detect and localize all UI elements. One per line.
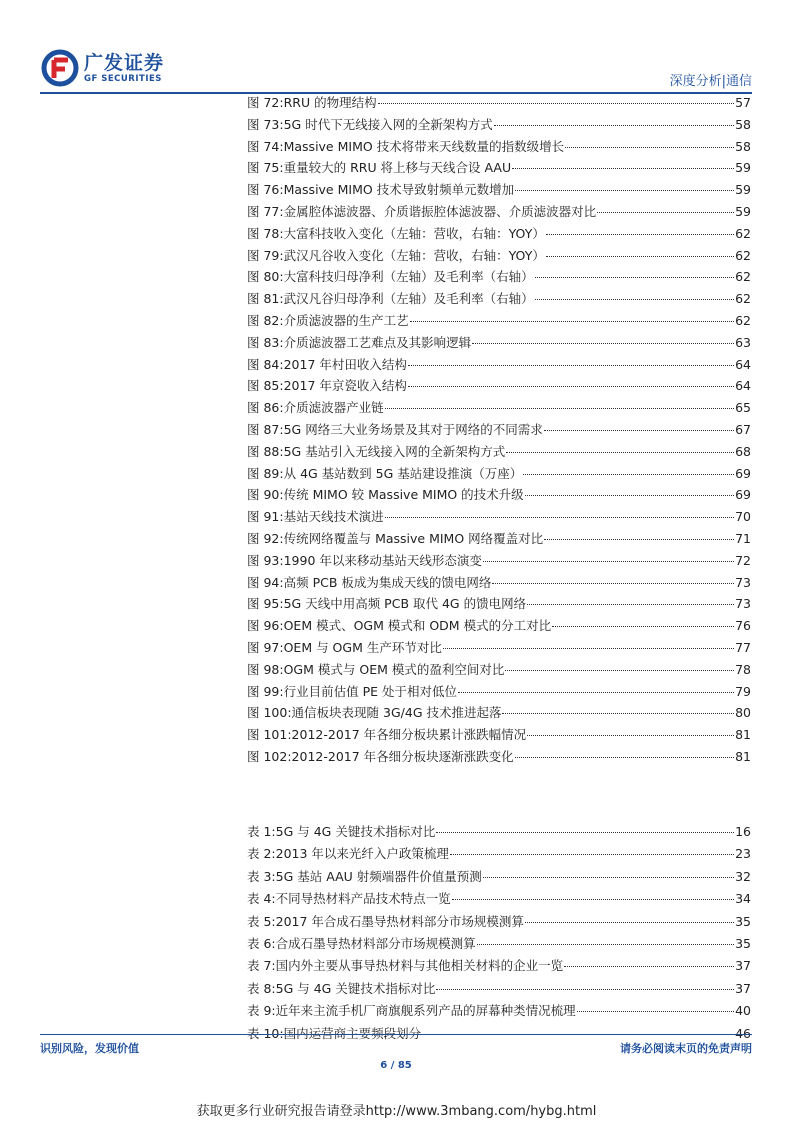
- figure-page-number: 62: [735, 291, 751, 307]
- dot-leader: [515, 757, 734, 758]
- figure-label: 图 96:: [247, 618, 284, 634]
- figure-page-number: 58: [735, 116, 751, 132]
- figure-label: 图 73:: [247, 116, 284, 132]
- figure-title: 武汉凡谷归母净利（左轴）及毛利率（右轴）: [283, 291, 534, 307]
- dot-leader: [527, 604, 734, 605]
- figure-entry[interactable]: [247, 594, 751, 616]
- figure-title: 2017 年京瓷收入结构: [283, 378, 407, 394]
- figure-label: 图 88:: [247, 443, 284, 459]
- table-entry[interactable]: [247, 867, 751, 889]
- table-label: 表 7:: [247, 958, 276, 974]
- figure-label: 图 99:: [247, 683, 284, 699]
- figure-title: Massive MIMO 技术将带来天线数量的指数级增长: [283, 138, 565, 154]
- figure-label: 图 95:: [247, 596, 284, 612]
- figure-title: Massive MIMO 技术导致射频单元数增加: [283, 182, 515, 198]
- table-entry[interactable]: [247, 822, 751, 844]
- figure-page-number: 79: [735, 683, 751, 699]
- dot-leader: [452, 899, 734, 900]
- dot-leader: [408, 386, 734, 387]
- figure-page-number: 59: [735, 182, 751, 198]
- figure-title: 传统 MIMO 较 Massive MIMO 的技术升级: [283, 487, 524, 503]
- figure-label: 图 94:: [247, 574, 284, 590]
- dot-leader: [525, 495, 734, 496]
- dot-leader: [544, 539, 734, 540]
- page-footer: [40, 1034, 752, 1071]
- figure-title: 5G 网络三大业务场景及其对于网络的不同需求: [283, 421, 543, 437]
- page-number: 6 / 85: [380, 1060, 412, 1071]
- figure-entry[interactable]: [247, 616, 751, 638]
- figure-label: 图 84:: [247, 356, 284, 372]
- figure-entry[interactable]: [247, 420, 751, 442]
- dot-leader: [535, 277, 734, 278]
- table-page-number: 35: [735, 913, 751, 929]
- figure-title: 从 4G 基站数到 5G 基站建设推演（万座）: [283, 465, 523, 481]
- figure-title: 基站天线技术演进: [283, 509, 384, 525]
- figure-entry[interactable]: [247, 158, 751, 180]
- gf-securities-logo: [40, 48, 164, 88]
- dot-leader: [544, 430, 734, 431]
- table-title: 不同导热材料产品技术特点一览: [275, 891, 451, 907]
- figure-entry[interactable]: [247, 289, 751, 311]
- figure-page-number: 78: [735, 661, 751, 677]
- table-entry[interactable]: [247, 889, 751, 911]
- dot-leader: [458, 692, 734, 693]
- figure-entry[interactable]: [247, 638, 751, 660]
- dot-leader: [515, 190, 734, 191]
- figure-title: 武汉凡谷收入变化（左轴：营收，右轴：YOY）: [283, 247, 545, 263]
- figure-page-number: 69: [735, 465, 751, 481]
- figure-entry[interactable]: [247, 355, 751, 377]
- figure-page-number: 59: [735, 160, 751, 176]
- table-label: 表 3:: [247, 868, 276, 884]
- figure-title: 5G 时代下无线接入网的全新架构方式: [283, 116, 493, 132]
- figure-entry[interactable]: [247, 93, 751, 115]
- table-title: 5G 基站 AAU 射频端器件价值量预测: [275, 868, 482, 884]
- figure-label: 图 97:: [247, 639, 284, 655]
- figure-label: 图 72:: [247, 95, 284, 110]
- figure-entry[interactable]: [247, 115, 751, 137]
- figure-label: 图 100:: [247, 705, 292, 721]
- report-type-label: 深度分析|通信: [669, 74, 752, 89]
- figure-entry[interactable]: [247, 376, 751, 398]
- figure-label: 图 86:: [247, 400, 284, 416]
- table-title: 国内外主要从事导热材料与其他相关材料的企业一览: [275, 958, 564, 974]
- table-label: 表 4:: [247, 891, 276, 907]
- figure-title: 大富科技收入变化（左轴：营收，右轴：YOY）: [283, 225, 545, 241]
- table-label: 表 1:: [247, 824, 276, 839]
- dot-leader: [552, 626, 734, 627]
- tables-toc: [247, 822, 751, 1046]
- footer-divider: [40, 1034, 752, 1035]
- figure-label: 图 85:: [247, 378, 284, 394]
- figure-title: OEM 与 OGM 生产环节对比: [283, 639, 442, 655]
- figure-page-number: 70: [735, 509, 751, 525]
- figure-page-number: 71: [735, 530, 751, 546]
- figure-label: 图 87:: [247, 421, 284, 437]
- figure-title: 介质滤波器工艺难点及其影响逻辑: [283, 334, 472, 350]
- figure-label: 图 83:: [247, 334, 284, 350]
- footer-slogan: 识别风险，发现价值: [40, 1042, 139, 1055]
- figure-page-number: 64: [735, 378, 751, 394]
- figure-page-number: 76: [735, 618, 751, 634]
- figure-entry[interactable]: [247, 202, 751, 224]
- dot-leader: [385, 517, 734, 518]
- table-page-number: 34: [735, 891, 751, 907]
- table-page-number: 37: [735, 958, 751, 974]
- dot-leader: [436, 832, 734, 833]
- figure-title: 2012-2017 年各细分板块累计涨跌幅情况: [291, 727, 527, 743]
- figure-page-number: 62: [735, 269, 751, 285]
- figure-entry[interactable]: [247, 747, 751, 769]
- figure-page-number: 77: [735, 639, 751, 655]
- figure-title: 重量较大的 RRU 将上移与天线合设 AAU: [283, 160, 512, 176]
- figure-title: 传统网络覆盖与 Massive MIMO 网络覆盖对比: [283, 530, 544, 546]
- dot-leader: [546, 256, 734, 257]
- dot-leader: [597, 212, 734, 213]
- figure-title: 2012-2017 年各细分板块逐渐涨跌变化: [291, 748, 514, 764]
- figure-entry[interactable]: [247, 246, 751, 268]
- figure-entry[interactable]: [247, 224, 751, 246]
- table-entry[interactable]: [247, 979, 751, 1001]
- figure-page-number: 57: [735, 95, 751, 110]
- dot-leader: [494, 125, 734, 126]
- figure-title: 通信板块表现随 3G/4G 技术推进起落: [291, 705, 502, 721]
- figure-title: 5G 天线中用高频 PCB 取代 4G 的馈电网络: [283, 596, 527, 612]
- figure-label: 图 93:: [247, 552, 284, 568]
- figure-label: 图 90:: [247, 487, 284, 503]
- figure-page-number: 65: [735, 400, 751, 416]
- table-page-number: 37: [735, 980, 751, 996]
- dot-leader: [436, 989, 734, 990]
- figure-label: 图 92:: [247, 530, 284, 546]
- dot-leader: [385, 408, 734, 409]
- gf-logo-icon: [40, 48, 80, 88]
- figure-label: 图 89:: [247, 465, 284, 481]
- figure-label: 图 81:: [247, 291, 284, 307]
- table-label: 表 9:: [247, 1003, 276, 1019]
- dot-leader: [523, 474, 734, 475]
- table-page-number: 35: [735, 935, 751, 951]
- figure-title: 高频 PCB 板成为集成天线的馈电网络: [283, 574, 492, 590]
- dot-leader: [546, 234, 734, 235]
- figure-title: 大富科技归母净利（左轴）及毛利率（右轴）: [283, 269, 534, 285]
- figure-label: 图 74:: [247, 138, 284, 154]
- figure-entry[interactable]: [247, 485, 751, 507]
- figure-title: 介质滤波器产业链: [283, 400, 384, 416]
- figure-page-number: 80: [735, 705, 751, 721]
- table-label: 表 8:: [247, 980, 276, 996]
- figure-entry[interactable]: [247, 725, 751, 747]
- figure-title: OEM 模式、OGM 模式和 ODM 模式的分工对比: [283, 618, 552, 634]
- figure-title: OGM 模式与 OEM 模式的盈利空间对比: [283, 661, 505, 677]
- figure-entry[interactable]: [247, 703, 751, 725]
- figures-toc: [247, 93, 751, 769]
- figure-entry[interactable]: [247, 660, 751, 682]
- figure-page-number: 62: [735, 247, 751, 263]
- dot-leader: [492, 583, 734, 584]
- table-entry[interactable]: [247, 956, 751, 978]
- dot-leader: [506, 452, 734, 453]
- figure-entry[interactable]: [247, 682, 751, 704]
- logo-chinese-name: 广发证券: [84, 52, 165, 74]
- figure-label: 图 75:: [247, 160, 284, 176]
- table-label: [247, 1024, 284, 1042]
- figure-page-number: 64: [735, 356, 751, 372]
- logo-english-name: GF SECURITIES: [84, 74, 162, 84]
- figure-title: 介质滤波器的生产工艺: [283, 312, 409, 328]
- table-page-number: 40: [735, 1003, 751, 1019]
- table-entry[interactable]: [247, 844, 751, 866]
- table-title: 5G 与 4G 关键技术指标对比: [275, 980, 436, 996]
- figure-page-number: 81: [735, 748, 751, 764]
- figure-page-number: 67: [735, 421, 751, 437]
- dot-leader: [378, 103, 735, 104]
- dot-leader: [408, 365, 734, 366]
- dot-leader: [410, 321, 734, 322]
- table-page-number: 32: [735, 868, 751, 884]
- dot-leader: [477, 944, 734, 945]
- figure-label: 图 102:: [247, 748, 292, 764]
- dot-leader: [535, 299, 734, 300]
- table-title: 2013 年以来光纤入户政策梳理: [275, 846, 449, 862]
- table-page-number: 23: [735, 846, 751, 862]
- figure-entry[interactable]: [247, 333, 751, 355]
- dot-leader: [472, 343, 734, 344]
- dot-leader: [577, 1011, 734, 1012]
- figure-label: 图 82:: [247, 312, 284, 328]
- figure-title: 行业目前估值 PE 处于相对低位: [283, 683, 457, 699]
- table-label: 表 2:: [247, 846, 276, 862]
- table-title: 5G 与 4G 关键技术指标对比: [275, 824, 436, 839]
- dot-leader: [527, 735, 734, 736]
- table-label: 表 5:: [247, 913, 276, 929]
- figure-title: 5G 基站引入无线接入网的全新架构方式: [283, 443, 506, 459]
- dot-leader: [483, 877, 734, 878]
- figure-label: 图 79:: [247, 247, 284, 263]
- table-title: [284, 1024, 422, 1042]
- figure-page-number: 63: [735, 334, 751, 350]
- figure-page-number: 62: [735, 312, 751, 328]
- figure-title: 2017 年村田收入结构: [283, 356, 407, 372]
- figure-page-number: 69: [735, 487, 751, 503]
- figure-label: 图 98:: [247, 661, 284, 677]
- table-title: 2017 年合成石墨导热材料部分市场规模测算: [275, 913, 524, 929]
- dot-leader: [505, 670, 734, 671]
- figure-entry[interactable]: [247, 529, 751, 551]
- dot-leader: [512, 168, 734, 169]
- figure-page-number: 72: [735, 552, 751, 568]
- dot-leader: [565, 147, 734, 148]
- figure-page-number: 73: [735, 596, 751, 612]
- figure-label: 图 78:: [247, 225, 284, 241]
- table-entry[interactable]: [247, 1001, 751, 1023]
- figure-page-number: 81: [735, 727, 751, 743]
- figure-entry[interactable]: [247, 507, 751, 529]
- figure-label: 图 80:: [247, 269, 284, 285]
- figure-entry[interactable]: [247, 442, 751, 464]
- dot-leader: [443, 648, 734, 649]
- table-entry[interactable]: [247, 934, 751, 956]
- figure-entry[interactable]: [247, 464, 751, 486]
- figure-entry[interactable]: [247, 398, 751, 420]
- figure-page-number: 68: [735, 443, 751, 459]
- figure-label: 图 91:: [247, 509, 284, 525]
- figure-entry[interactable]: [247, 180, 751, 202]
- figure-title: RRU 的物理结构: [283, 95, 377, 110]
- dot-leader: [564, 966, 734, 967]
- dot-leader: [450, 854, 734, 855]
- figure-entry[interactable]: [247, 311, 751, 333]
- figure-title: 1990 年以来移动基站天线形态演变: [283, 552, 482, 568]
- watermark-link[interactable]: 获取更多行业研究报告请登录http://www.3mbang.com/hybg.html: [196, 1104, 597, 1119]
- figure-label: 图 76:: [247, 182, 284, 198]
- page-header: [40, 48, 752, 94]
- table-title: 近年来主流手机厂商旗舰系列产品的屏幕种类情况梳理: [275, 1003, 576, 1019]
- figure-label: 图 77:: [247, 203, 284, 219]
- footer-disclaimer: 请务必阅读末页的免责声明: [620, 1042, 752, 1055]
- table-page-number: 16: [735, 824, 751, 839]
- figure-page-number: 58: [735, 138, 751, 154]
- figure-entry[interactable]: [247, 267, 751, 289]
- figure-entry[interactable]: [247, 137, 751, 159]
- figure-title: 金属腔体滤波器、介质谐振腔体滤波器、介质滤波器对比: [283, 203, 597, 219]
- figure-entry[interactable]: [247, 573, 751, 595]
- figure-entry[interactable]: [247, 551, 751, 573]
- dot-leader: [483, 561, 734, 562]
- figure-page-number: 59: [735, 203, 751, 219]
- table-label: 表 6:: [247, 935, 276, 951]
- table-entry[interactable]: [247, 912, 751, 934]
- table-title: 合成石墨导热材料部分市场规模测算: [275, 935, 476, 951]
- figure-label: 图 101:: [247, 727, 292, 743]
- figure-page-number: 73: [735, 574, 751, 590]
- figure-page-number: 62: [735, 225, 751, 241]
- dot-leader: [502, 713, 734, 714]
- dot-leader: [525, 922, 734, 923]
